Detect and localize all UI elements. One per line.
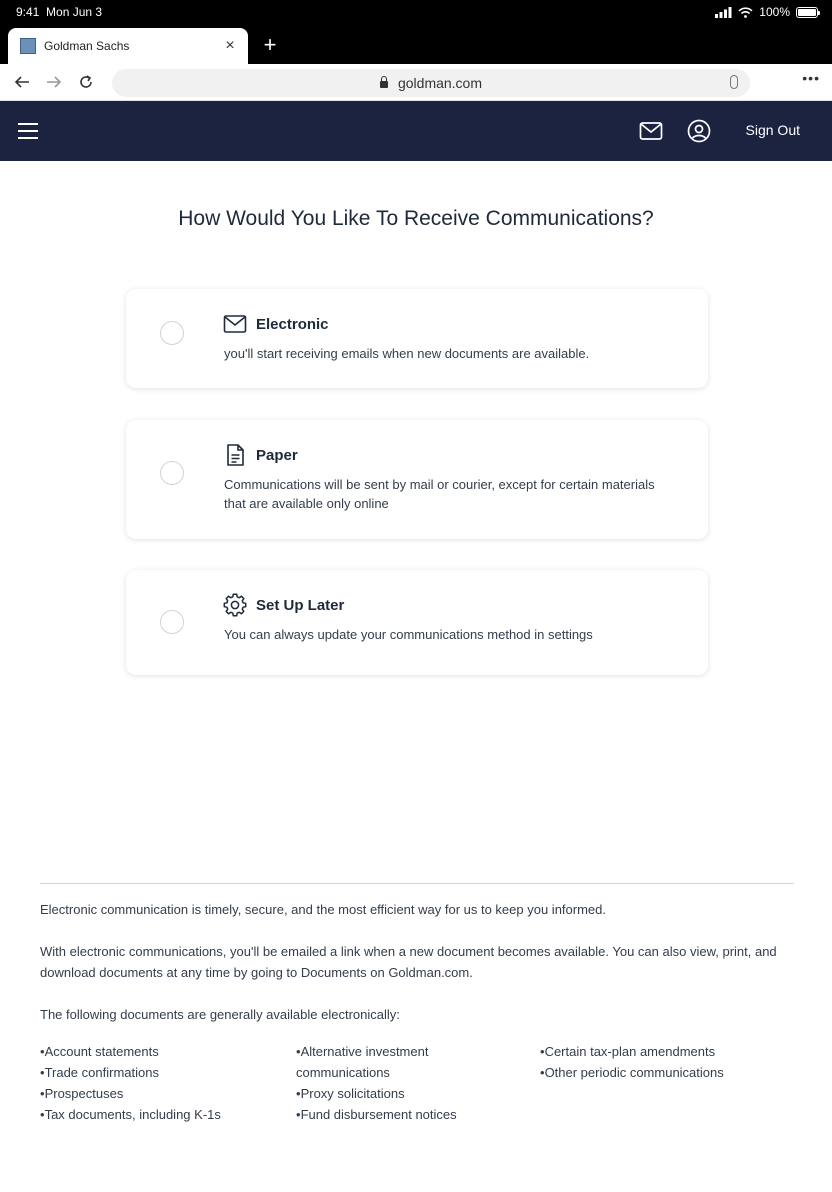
back-button[interactable] (10, 70, 34, 94)
list-item: • Prospectuses (40, 1083, 280, 1104)
mail-icon[interactable] (639, 119, 663, 143)
battery-percent: 100% (759, 5, 790, 19)
document-list-1 (40, 1041, 280, 1125)
radio-set-up-later[interactable] (160, 610, 184, 634)
tab-title: Goldman Sachs (44, 39, 130, 53)
document-list-3 (540, 1041, 800, 1083)
option-title: Electronic (256, 316, 329, 333)
reload-icon (78, 74, 94, 90)
option-description: Communications will be sent by mail or courier, except for certain materials that are available only online (224, 477, 655, 511)
info-paragraph-2: With electronic communications, you'll be emailed a link when a new document becomes available. You can also view, print, and download documents at any time by going to Documents on Goldman.com. (40, 944, 777, 980)
status-indicators (715, 5, 818, 19)
more-menu-button[interactable]: ••• (802, 70, 820, 86)
hamburger-menu-icon[interactable] (18, 123, 38, 139)
radio-paper[interactable] (160, 461, 184, 485)
address-bar[interactable] (112, 69, 750, 97)
microphone-icon[interactable] (730, 75, 738, 89)
signal-icon (715, 7, 732, 18)
site-header (0, 101, 832, 161)
lock-icon (380, 81, 388, 88)
list-item: • Trade confirmations (40, 1062, 280, 1083)
url-text: goldman.com (397, 75, 483, 91)
status-time: 9:41 Mon Jun 3 (16, 5, 103, 19)
arrow-right-icon (46, 74, 62, 90)
page-title: How Would You Like To Receive Communications? (178, 207, 654, 230)
list-item: • Account statements (40, 1041, 280, 1062)
browser-tab[interactable] (8, 28, 248, 64)
radio-electronic[interactable] (160, 321, 184, 345)
list-item: • Tax documents, including K-1s (40, 1104, 280, 1125)
option-card-set-up-later[interactable] (126, 570, 708, 675)
option-card-paper[interactable] (126, 420, 708, 539)
tab-strip (0, 24, 832, 64)
list-item: • Fund disbursement notices (296, 1104, 486, 1125)
option-description: you'll start receiving emails when new documents are available. (224, 346, 590, 361)
option-card-electronic[interactable] (126, 289, 708, 388)
new-tab-button[interactable]: + (263, 32, 277, 57)
favicon-icon (20, 38, 36, 54)
tab-close-icon[interactable]: × (225, 37, 235, 54)
option-title: Paper (256, 447, 298, 464)
wifi-icon (738, 7, 753, 18)
document-list-2 (296, 1041, 486, 1125)
status-bar (0, 0, 832, 24)
gear-icon (223, 593, 247, 617)
option-description: You can always update your communications method in settings (224, 627, 593, 642)
document-icon (223, 443, 247, 467)
option-title: Set Up Later (256, 597, 345, 614)
section-divider (40, 883, 794, 884)
profile-icon[interactable] (687, 119, 711, 143)
list-item: • Certain tax-plan amendments (540, 1041, 800, 1062)
forward-button[interactable] (42, 70, 66, 94)
browser-toolbar (0, 64, 832, 101)
list-item: • Alternative investment communications (296, 1041, 486, 1083)
envelope-icon (223, 312, 247, 336)
battery-icon (796, 7, 818, 18)
reload-button[interactable] (74, 70, 98, 94)
list-item: • Proxy solicitations (296, 1083, 486, 1104)
arrow-left-icon (14, 74, 30, 90)
info-paragraph-3: The following documents are generally available electronically: (40, 1007, 400, 1022)
list-item: • Other periodic communications (540, 1062, 800, 1083)
info-paragraph-1: Electronic communication is timely, secure, and the most efficient way for us to keep you informed. (40, 902, 606, 917)
sign-out-link[interactable]: Sign Out (745, 122, 800, 138)
